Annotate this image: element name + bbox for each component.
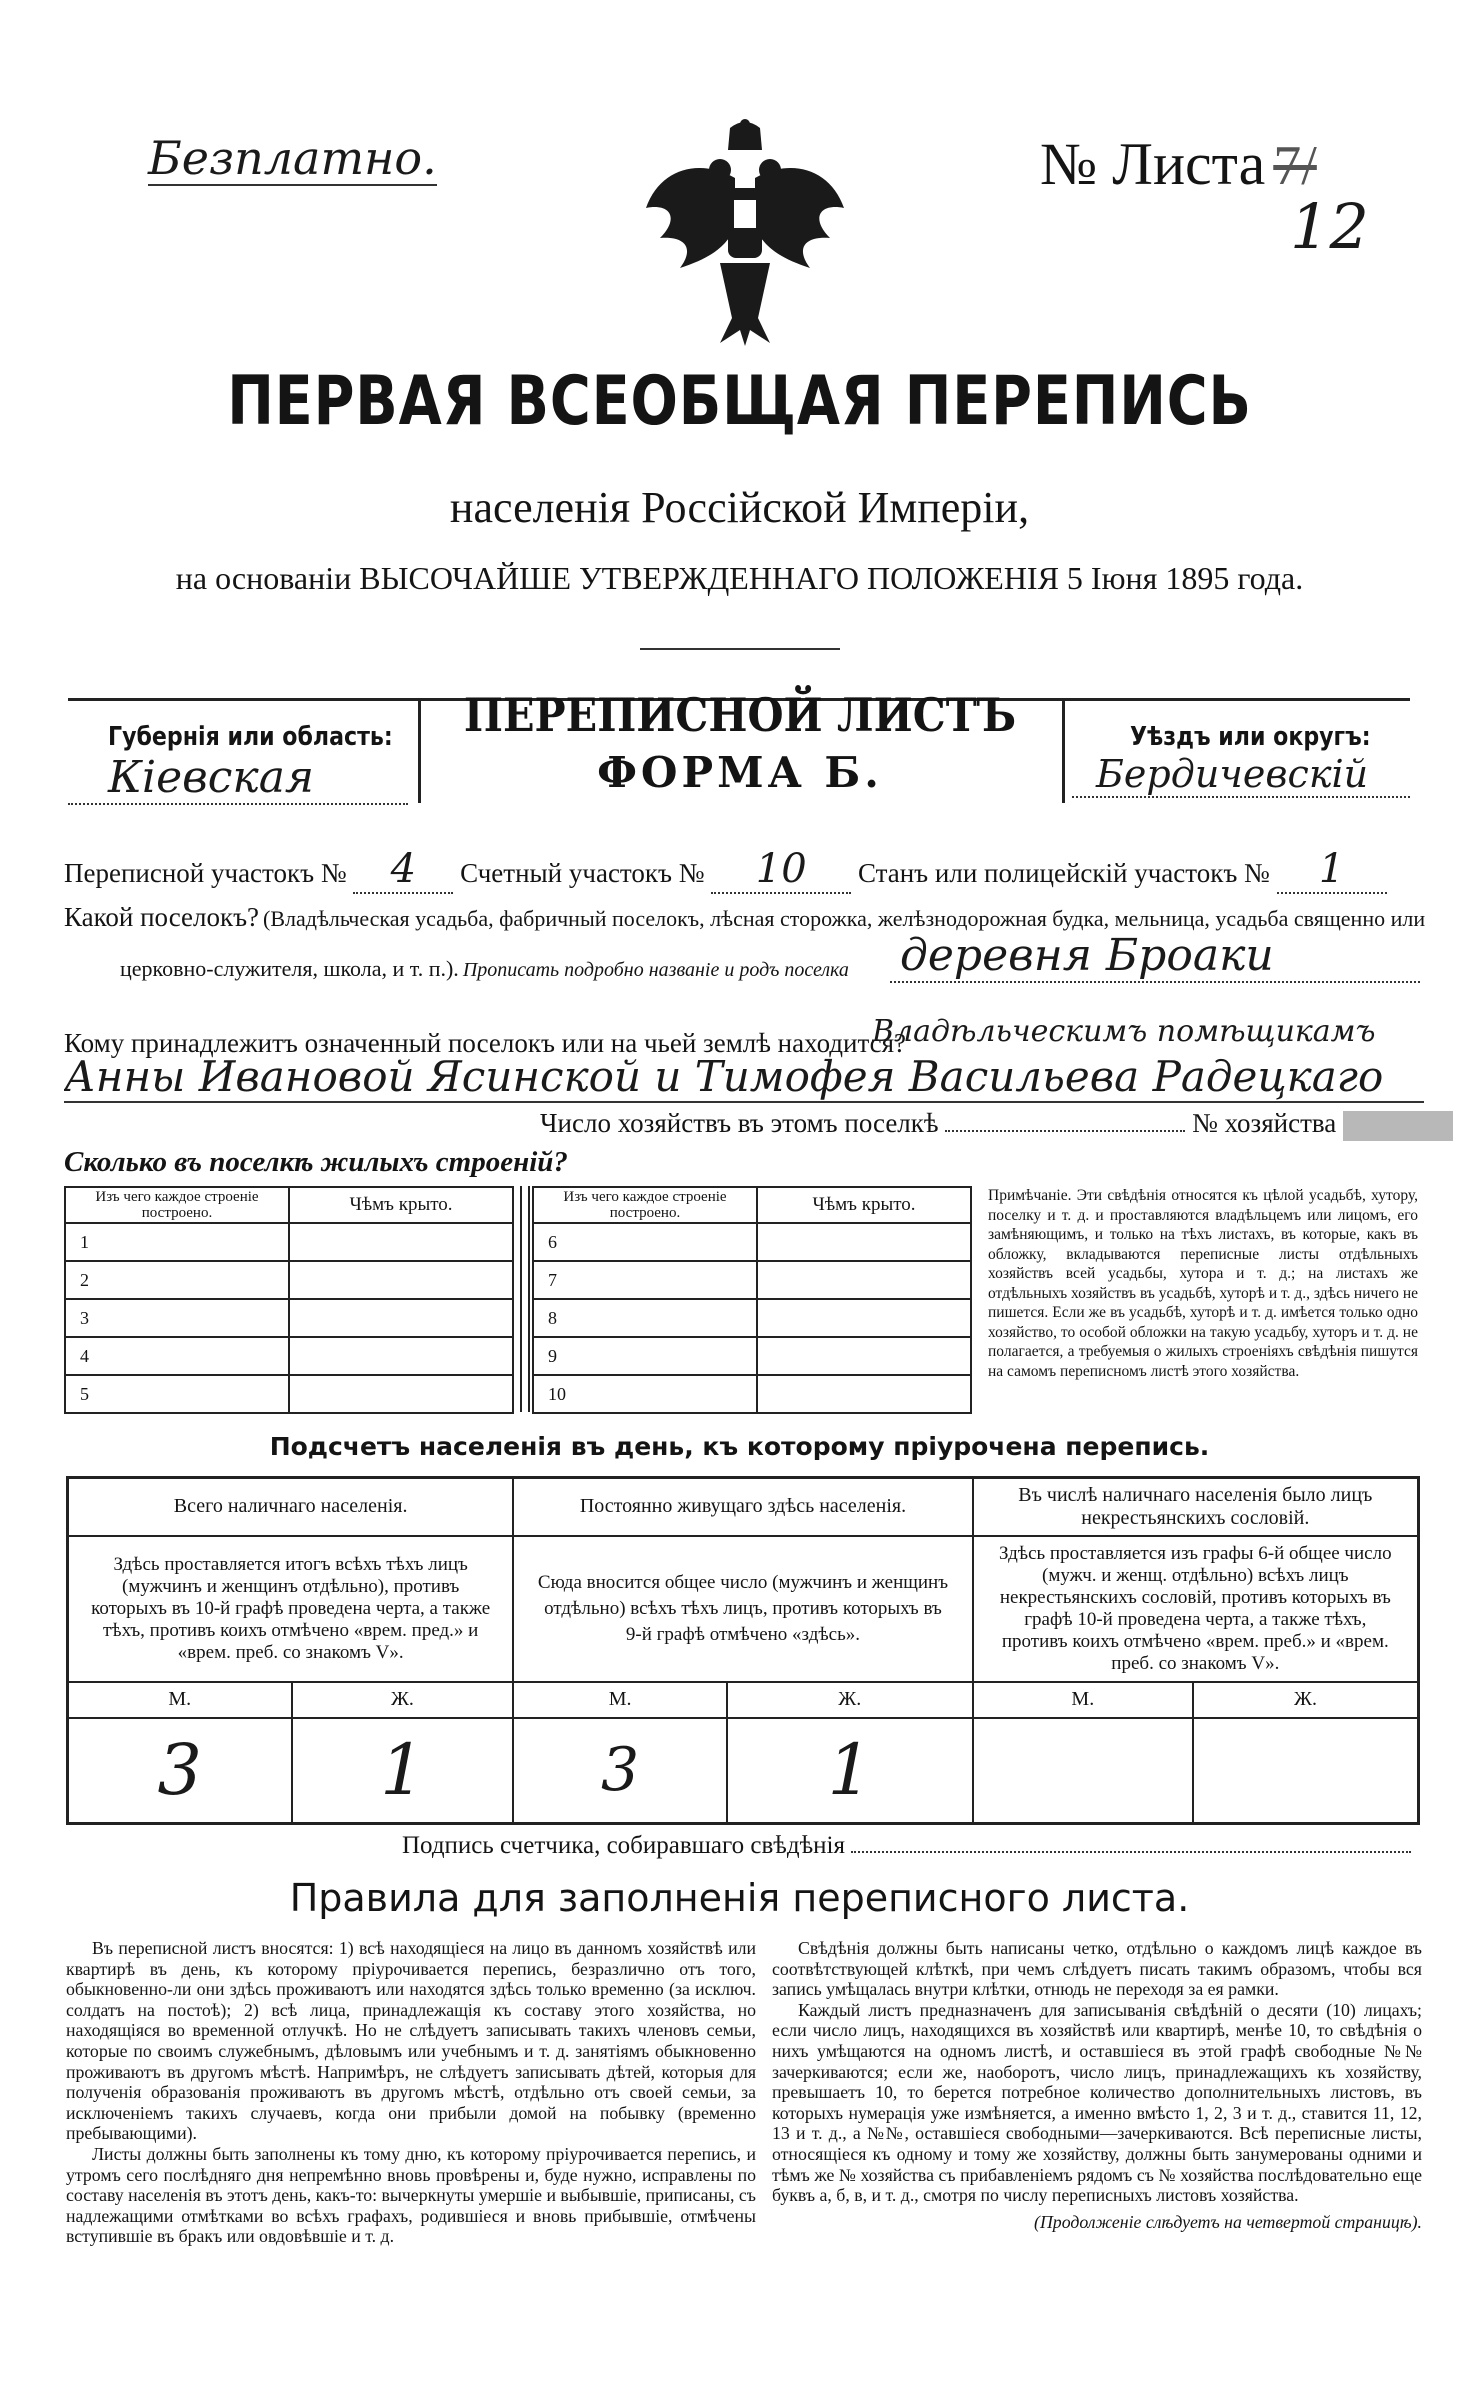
stan-label: Станъ или полицейскій участокъ № <box>857 858 1270 888</box>
settlement-value: деревня Броаки <box>890 930 1420 983</box>
total-m-label: М. <box>68 1682 292 1718</box>
table-row: 10 <box>533 1375 757 1413</box>
count-area-value: 10 <box>711 846 851 894</box>
areas-line <box>64 846 1387 894</box>
nonpeasant-m-label: М. <box>973 1682 1193 1718</box>
sheet-form-title: ПЕРЕПИСНОЙ ЛИСТЪ <box>463 688 1017 742</box>
col-built-of: Изъ чего каждое строеніе построено. <box>533 1187 757 1223</box>
settlement-question: Какой поселокъ? <box>64 902 260 932</box>
household-no-struck-icon <box>1343 1111 1453 1141</box>
header-divider <box>640 648 840 650</box>
rules-title: Правила для заполненія переписного листа. <box>289 1876 1190 1920</box>
table-row: 4 <box>65 1337 289 1375</box>
household-no-label: № хозяйства <box>1192 1108 1337 1138</box>
permanent-m-value: 3 <box>513 1718 727 1824</box>
double-headed-eagle-emblem <box>640 118 850 348</box>
uezd-label: Уѣздъ или округъ: <box>1130 722 1371 752</box>
eagle-wings-icon <box>646 159 844 346</box>
gubernia-value: Кіевская <box>68 752 408 805</box>
rules-right-column <box>772 1938 1422 2232</box>
rules-left-p1: Въ переписной листъ вносятся: 1) всѣ находящіеся на лицо въ данномъ хозяйствѣ или квартирѣ въ день, къ которому пріурочивается перепись, безразлично отъ того, обыкновенно-ли они здѣсь проживаютъ или находятся здѣсь только временно (за исключ. солдатъ на постоѣ); 2) всѣ лица, принадлежащія къ составу этого хозяйства, но находящіяся во временной отлучкѣ. Но не слѣдуетъ записывать такихъ членовъ семьи, которые по своимъ служебнымъ, дѣловымъ или учебнымъ и т. д. занятіямъ обыкновенно проживаютъ въ другомъ мѣстѣ. Напримѣръ, не слѣдуетъ записывать дѣтей, которыя для полученія образованія проживаютъ въ другомъ мѣстѣ, отдѣльно отъ своей семьи, за исключеніемъ такихъ случаевъ, когда они прибыли домой на побывку (временно пребывающими). <box>66 1938 756 2144</box>
table-row: 9 <box>533 1337 757 1375</box>
free-label: Безплатно. <box>148 131 437 185</box>
settlement-question-line <box>64 902 1424 933</box>
col-total-text: Здѣсь проставляется итогъ всѣхъ тѣхъ лицъ (мужчинъ и женщинъ отдѣльно), противъ которыхъ въ 10-й графѣ проведена черта, а также тѣхъ, противъ коихъ отмѣчено «врем. пред.» и «врем. преб. со знакомъ V». <box>68 1536 514 1682</box>
page-subtitle: населенія Россійской Имперіи, <box>449 483 1030 532</box>
col-permanent-text: Сюда вносится общее число (мужчинъ и женщинъ отдѣльно) всѣхъ тѣхъ лицъ, противъ которыхъ въ 9-й графѣ отмѣчено «здѣсь». <box>513 1536 972 1682</box>
count-area-label: Счетный участокъ № <box>460 858 705 888</box>
form-name: ФОРМА Б. <box>597 748 883 797</box>
permanent-m-label: М. <box>513 1682 727 1718</box>
buildings-question: Сколько въ поселкѣ жилыхъ строеній? <box>64 1146 568 1178</box>
table-row: 7 <box>533 1261 757 1299</box>
total-f-label: Ж. <box>292 1682 514 1718</box>
col-nonpeasant-text: Здѣсь проставляется изъ графы 6-й общее число (мужч. и женщ. отдѣльно) всѣхъ лицъ некрестьянскихъ сословій, противъ которыхъ въ графѣ 10-й проведена черта, а также тѣхъ, противъ коихъ отмѣчено «врем. преб.» и «врем. преб. со знакомъ V». <box>973 1536 1419 1682</box>
table-row: 3 <box>65 1299 289 1337</box>
sheet-number-block <box>1040 130 1317 199</box>
rules-left-p2: Листы должны быть заполнены къ тому дню, къ которому пріурочивается перепись, и утромъ сего послѣдняго дня непремѣнно вновь провѣрены и, буде нужно, исправлены по составу населенія въ этотъ день, какъ-то: вычеркнуты умершіе и выбывшіе, приписаны, съ надлежащими отмѣтками во всѣхъ графахъ, родившіеся и вновь прибывшіе, отмѣчены вступившіе въ бракъ или овдовѣвшіе и т. д. <box>66 2143 756 2247</box>
census-area-value: 4 <box>353 846 453 894</box>
total-m-value: 3 <box>68 1718 292 1824</box>
col-permanent-title: Постоянно живущаго здѣсь населенія. <box>513 1478 972 1536</box>
uezd-value: Бердичевскій <box>1072 752 1410 798</box>
owner-value-line2: Анны Ивановой Ясинской и Тимофея Васильева Радецкаго <box>64 1052 1424 1103</box>
table-row: 8 <box>533 1299 757 1337</box>
col-roof: Чѣмъ крыто. <box>757 1187 971 1223</box>
col-roof: Чѣмъ крыто. <box>289 1187 513 1223</box>
households-line <box>540 1108 1453 1141</box>
signature-label: Подпись счетчика, собиравшаго свѣдѣнія <box>402 1832 845 1859</box>
note-text: Примѣчаніе. Эти свѣдѣнія относятся къ цѣлой усадьбѣ, хутору, поселку и т. д. и проставляются владѣльцемъ или лицомъ, его замѣняющимъ, и только на тѣхъ листахъ, въ которые, какъ въ обложку, вкладываются переписные листы отдѣльныхъ хозяйствъ всей усадьбы, хутора и т. д.; на листахъ же отдѣльныхъ хозяйствъ въ усадьбѣ, хуторѣ и т. д., здѣсь ничего не пишется. Если же въ усадьбѣ, хуторѣ и т. д. имѣется только одно хозяйство, то особой обложки на такую усадьбу, хуторъ и т. д. не полагается, а требуемыя о жилыхъ строеніяхъ свѣдѣнія пишутся на самомъ переписномъ листѣ этого хозяйства. <box>988 1187 1418 1380</box>
households-value <box>945 1130 1185 1132</box>
owner-question: Кому принадлежитъ означенный поселокъ или на чьей землѣ находится? <box>64 1028 906 1058</box>
page-title: ПЕРВАЯ ВСЕОБЩАЯ ПЕРЕПИСЬ <box>227 362 1252 441</box>
buildings-table-right <box>532 1186 972 1414</box>
owner-value-line1: Владѣльческимъ помѣщикамъ <box>872 1014 1376 1049</box>
nonpeasant-f-label: Ж. <box>1193 1682 1419 1718</box>
basis-line: на основаніи ВЫСОЧАЙШЕ УТВЕРЖДЕННАГО ПОЛОЖЕНІЯ 5 Іюня 1895 года. <box>175 560 1304 596</box>
signature-line <box>402 1832 1411 1860</box>
rules-right-p2: Каждый листъ предназначенъ для записыванія свѣдѣній о десяти (10) лицахъ; если число лицъ, находящихся въ хозяйствѣ или квартирѣ, менѣе 10, то свѣдѣнія о нихъ умѣщаются на одномъ листѣ, и оставшіеся въ этой графѣ свободные №№ зачеркиваются; если же, наоборотъ, число лицъ, принадлежащихъ къ хозяйству, превышаетъ 10, то берется потребное количество дополнительныхъ листовъ, въ которыхъ нумерація уже измѣняется, а именно вмѣсто 1, 2, 3 и т. д., ставится 11, 12, 13 и т. д., а №№, оставшіеся свободными—зачеркиваются. Всѣ переписные листы, относящіеся къ одному и тому же хозяйству, должны быть занумерованы одними и тѣмъ же № хозяйства съ прибавленіемъ рядомъ съ № хозяйства послѣдовательно еще буквъ а, б, в, и т. д., смотря по числу переписныхъ листовъ хозяйства. <box>772 1999 1422 2206</box>
rules-right-p1: Свѣдѣнія должны быть написаны четко, отдѣльно о каждомъ лицѣ каждое въ соотвѣтствующей клѣткѣ, при чемъ слѣдуетъ писать такимъ образомъ, чтобы вся запись умѣщалась внутри клѣтки, отнюдь не переходя за ея рамки. <box>772 1938 1422 2000</box>
permanent-f-value: 1 <box>727 1718 973 1824</box>
nonpeasant-m-value <box>973 1718 1193 1824</box>
eagle-crown-icon <box>728 119 762 150</box>
form-band-divider-right <box>1062 698 1065 803</box>
table-row: 5 <box>65 1375 289 1413</box>
settlement-hint-line <box>120 956 849 982</box>
rules-left-column <box>66 1938 756 2247</box>
total-f-value: 1 <box>292 1718 514 1824</box>
col-total-title: Всего наличнаго населенія. <box>68 1478 514 1536</box>
sheet-number-value: 12 <box>1290 190 1369 263</box>
census-area-label: Переписной участокъ № <box>64 858 347 888</box>
gubernia-label: Губернія или область: <box>108 722 393 752</box>
tables-double-rule <box>520 1186 530 1412</box>
permanent-f-label: Ж. <box>727 1682 973 1718</box>
settlement-hint: (Владѣльческая усадьба, фабричный поселокъ, лѣсная сторожка, желѣзнодорожная будка, мельница, усадьба священно или <box>263 906 1426 931</box>
eagle-shield-icon <box>734 200 756 228</box>
settlement-hint-cont: церковно-служителя, школа, и т. п.). <box>120 956 459 981</box>
table-row: 1 <box>65 1223 289 1261</box>
stan-value: 1 <box>1277 846 1387 894</box>
signature-value <box>851 1851 1411 1853</box>
col-nonpeasant-title: Въ числѣ наличнаго населенія было лицъ некрестьянскихъ сословій. <box>973 1478 1419 1536</box>
population-heading: Подсчетъ населенія въ день, къ которому пріурочена перепись. <box>269 1432 1210 1461</box>
households-label: Число хозяйствъ въ этомъ поселкѣ <box>540 1108 939 1138</box>
settlement-instruction: Прописать подробно названіе и родъ поселка <box>462 959 849 981</box>
rules-continued: (Продолженіе слѣдуетъ на четвертой страницѣ). <box>1034 2211 1422 2232</box>
nonpeasant-f-value <box>1193 1718 1419 1824</box>
table-row: 2 <box>65 1261 289 1299</box>
population-table <box>66 1476 1420 1825</box>
sheet-label: № Листа <box>1040 131 1266 197</box>
sheet-struck: 7/ <box>1273 135 1317 197</box>
buildings-table-left <box>64 1186 514 1414</box>
col-built-of: Изъ чего каждое строеніе построено. <box>65 1187 289 1223</box>
table-row: 6 <box>533 1223 757 1261</box>
